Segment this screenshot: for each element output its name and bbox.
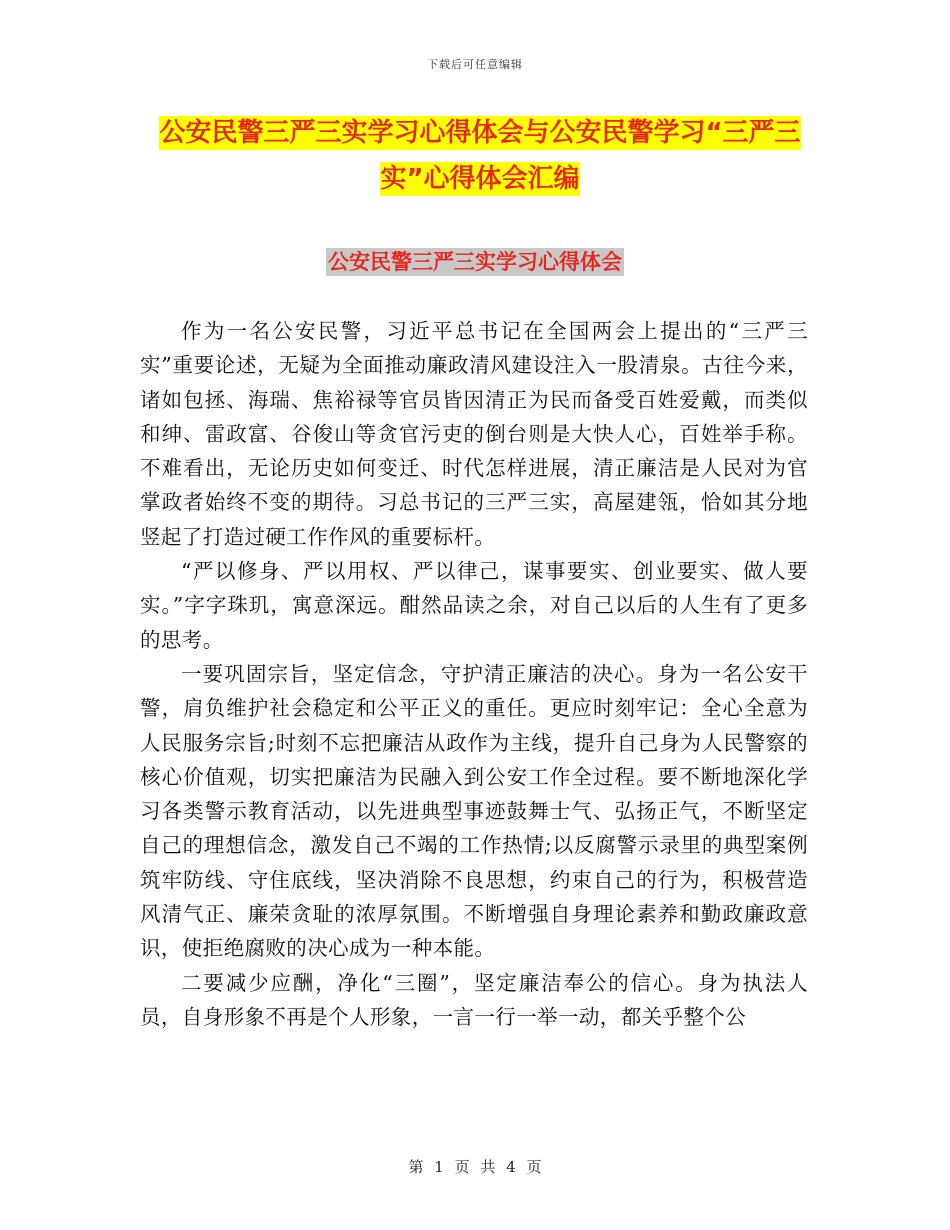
page-footer: 第 1 页 共 4 页	[408, 1158, 542, 1176]
body-text	[140, 314, 808, 1034]
paragraph-1: 作为一名公安民警，习近平总书记在全国两会上提出的“三严三实”重要论述，无疑为全面推动廉政清风建设注入一股清泉。古往今来，诸如包拯、海瑞、焦裕禄等官员皆因清正为民而备受百姓爱戴，而类似和绅、雷政富、谷俊山等贪官污吏的倒台则是大快人心，百姓举手称。不难看出，无论历史如何变迁、时代怎样进展，清正廉洁是人民对为官掌政者始终不变的期待。习总书记的三严三实，高屋建瓴，恰如其分地竖起了打造过硬工作作风的重要标杆。	[140, 319, 808, 549]
section-title	[0, 246, 950, 278]
document-title	[140, 110, 820, 202]
section-title-text: 公安民警三严三实学习心得体会	[328, 250, 622, 274]
header-note: 下载后可任意编辑	[427, 58, 523, 71]
paragraph-4: 二要减少应酬，净化“三圈”，坚定廉洁奉公的信心。身为执法人员，自身形象不再是个人形象，一言一行一举一动，都关乎整个公	[140, 970, 808, 1029]
paragraph-3: 一要巩固宗旨，坚定信念，守护清正廉洁的决心。身为一名公安干警，肩负维护社会稳定和公平正义的重任。更应时刻牢记：全心全意为人民服务宗旨;时刻不忘把廉洁从政作为主线，提升自己身为人民警察的核心价值观，切实把廉洁为民融入到公安工作全过程。要不断地深化学习各类警示教育活动，以先进典型事迹鼓舞士气、弘扬正气，不断坚定自己的理想信念，激发自己不竭的工作热情;以反腐警示录里的典型案例筑牢防线、守住底线，坚决消除不良思想，约束自己的行为，积极营造风清气正、廉荣贪耻的浓厚氛围。不断增强自身理论素养和勤政廉政意识，使拒绝腐败的决心成为一种本能。	[140, 661, 808, 961]
document-title-text: 公安民警三严三实学习心得体会与公安民警学习“三严三实”心得体会汇编	[159, 118, 801, 194]
paragraph-2: “严以修身、严以用权、严以律己，谋事要实、创业要实、做人要实。”字字珠玑，寓意深远。酣然品读之余，对自己以后的人生有了更多的思考。	[140, 559, 808, 652]
